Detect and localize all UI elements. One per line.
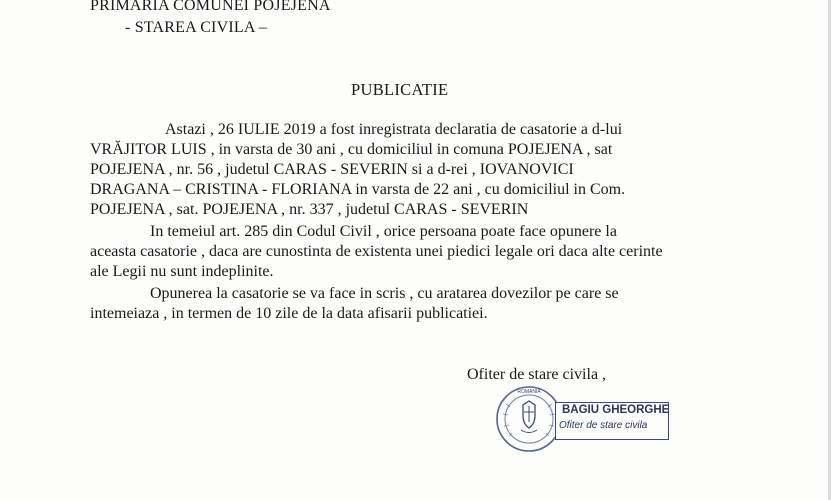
- body-line: Opunerea la casatorie se va face in scris , cu aratarea dovezilor pe care se: [150, 285, 619, 302]
- document-title: PUBLICATIE: [351, 80, 449, 99]
- body-line: In temeiul art. 285 din Codul Civil , orice persoana poate face opunere la: [150, 223, 617, 240]
- body-line: DRAGANA – CRISTINA - FLORIANA in varsta de 22 ani , cu domiciliul in Com.: [90, 181, 626, 198]
- body-line: POJEJENA , nr. 56 , judetul CARAS - SEVERIN si a d-rei , IOVANOVICI: [90, 161, 574, 178]
- officer-role: Ofiter de stare civila: [559, 420, 648, 431]
- body-line: VRĂJITOR LUIS , in varsta de 30 ani , cu domiciliul in comuna POJEJENA , sat: [90, 141, 613, 158]
- body-line: POJEJENA , sat. POJEJENA , nr. 337 , judetul CARAS - SEVERIN: [90, 201, 529, 218]
- body-line: intemeiaza , in termen de 10 zile de la data afisarii publicatiei.: [90, 305, 488, 322]
- official-stamp-icon: [494, 384, 564, 454]
- officer-name: BAGIU GHEORGHE: [562, 404, 670, 416]
- body-line: Astazi , 26 IULIE 2019 a fost inregistrata declaratia de casatorie a d-lui: [165, 121, 623, 138]
- department-name: - STAREA CIVILA –: [125, 19, 268, 36]
- body-line: aceasta casatorie , daca are cunostinta de existenta unei piedici legale ori daca alte cerinte: [90, 243, 663, 260]
- stamp-text: ROMANIA: [517, 389, 541, 395]
- body-line: ale Legii nu sunt indeplinite.: [90, 263, 274, 280]
- officer-name-stamp: [555, 402, 669, 440]
- institution-name: PRIMARIA COMUNEI POJEJENA: [90, 0, 331, 14]
- signature-label: Ofiter de stare civila ,: [467, 366, 607, 383]
